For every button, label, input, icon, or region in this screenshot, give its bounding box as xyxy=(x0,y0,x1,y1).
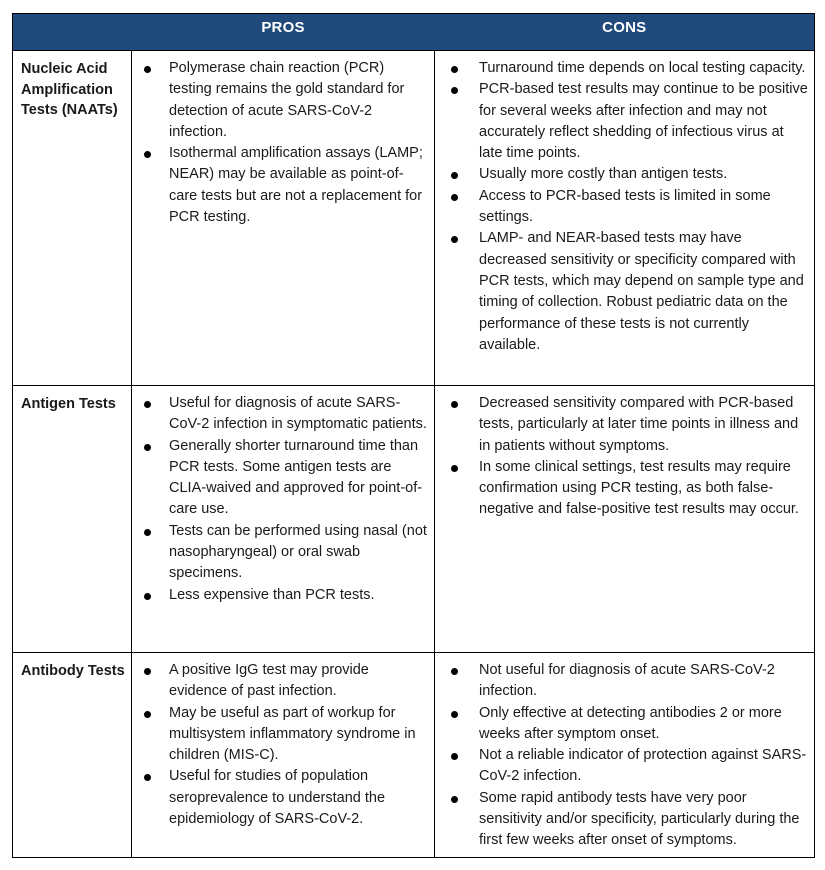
list-item: Useful for diagnosis of acute SARS-CoV-2 infection in symptomatic patients. xyxy=(132,393,428,436)
list-item: Less expensive than PCR tests. xyxy=(132,585,428,606)
category-cell: Antibody Tests xyxy=(13,653,132,858)
list-item: PCR-based test results may continue to be positive for several weeks after infection and may not accurately reflect shedding of infectious virus at late time points. xyxy=(435,79,808,164)
cons-list xyxy=(435,386,814,521)
list-item: In some clinical settings, test results may require confirmation using PCR testing, as both false-negative and false-positive test results may occur. xyxy=(435,457,808,521)
category-cell: Nucleic Acid Amplification Tests (NAATs) xyxy=(13,51,132,386)
list-item: A positive IgG test may provide evidence of past infection. xyxy=(132,660,428,703)
list-item: Some rapid antibody tests have very poor sensitivity and/or specificity, particularly during the first few weeks after onset of symptoms. xyxy=(435,788,808,852)
pros-cell xyxy=(132,386,435,653)
list-item: Turnaround time depends on local testing capacity. xyxy=(435,58,808,79)
table-row-antigen xyxy=(13,386,815,653)
list-item: Not a reliable indicator of protection against SARS-CoV-2 infection. xyxy=(435,745,808,788)
pros-cons-table xyxy=(12,13,815,858)
cons-list xyxy=(435,51,814,356)
list-item: Generally shorter turnaround time than PCR tests. Some antigen tests are CLIA-waived and approved for point-of-care use. xyxy=(132,436,428,521)
category-cell: Antigen Tests xyxy=(13,386,132,653)
table-header xyxy=(13,14,815,51)
header-cons: CONS xyxy=(435,14,815,51)
list-item: Only effective at detecting antibodies 2 or more weeks after symptom onset. xyxy=(435,703,808,746)
pros-cell xyxy=(132,51,435,386)
header-pros: PROS xyxy=(132,14,435,51)
list-item: LAMP- and NEAR-based tests may have decreased sensitivity or specificity compared with PCR tests, which may depend on sample type and timing of collection. Robust pediatric data on the performance of these tests is not currently available. xyxy=(435,228,808,356)
list-item: May be useful as part of workup for multisystem inflammatory syndrome in children (MIS-C). xyxy=(132,703,428,767)
header-blank-cell xyxy=(13,14,132,51)
list-item: Access to PCR-based tests is limited in some settings. xyxy=(435,186,808,229)
cons-list xyxy=(435,653,814,852)
cons-cell xyxy=(435,386,815,653)
table-row-antibody xyxy=(13,653,815,858)
pros-list xyxy=(132,386,434,606)
list-item: Usually more costly than antigen tests. xyxy=(435,164,808,185)
list-item: Decreased sensitivity compared with PCR-based tests, particularly at later time points in illness and in patients without symptoms. xyxy=(435,393,808,457)
list-item: Isothermal amplification assays (LAMP; NEAR) may be available as point-of-care tests but are not a replacement for PCR testing. xyxy=(132,143,428,228)
pros-list xyxy=(132,653,434,830)
list-item: Tests can be performed using nasal (not nasopharyngeal) or oral swab specimens. xyxy=(132,521,428,585)
list-item: Polymerase chain reaction (PCR) testing remains the gold standard for detection of acute SARS-CoV-2 infection. xyxy=(132,58,428,143)
list-item: Useful for studies of population seroprevalence to understand the epidemiology of SARS-CoV-2. xyxy=(132,766,428,830)
cons-cell xyxy=(435,653,815,858)
table-row-naats xyxy=(13,51,815,386)
pros-cell xyxy=(132,653,435,858)
cons-cell xyxy=(435,51,815,386)
list-item: Not useful for diagnosis of acute SARS-CoV-2 infection. xyxy=(435,660,808,703)
pros-list xyxy=(132,51,434,228)
